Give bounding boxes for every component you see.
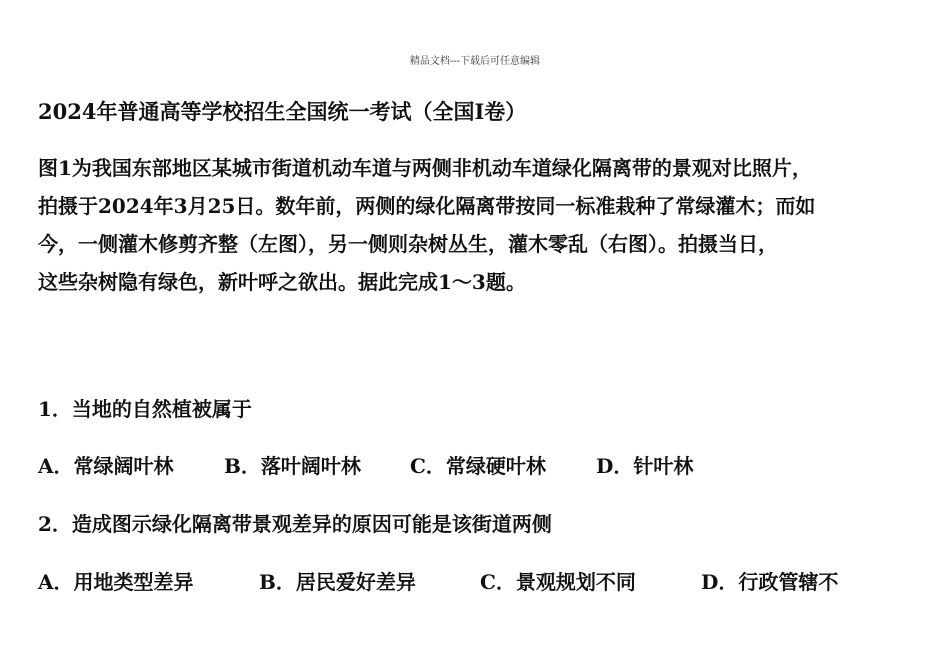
option-d: D．行政管辖不 (701, 570, 839, 594)
option-c: C．景观规划不同 (480, 570, 636, 594)
intro-line: 这些杂树隐有绿色，新叶呼之欲出。据此完成1～3题。 (38, 270, 526, 294)
option-d: D．针叶林 (596, 454, 694, 478)
option-a: A．用地类型差异 (38, 570, 194, 594)
intro-line: 今，一侧灌木修剪齐整（左图），另一侧则杂树丛生，灌木零乱（右图）。拍摄当日， (38, 232, 778, 256)
exam-title: 2024年普通高等学校招生全国统一考试（全国Ⅰ卷） (38, 99, 527, 124)
intro-line: 拍摄于2024年3月25日。数年前，两侧的绿化隔离带按同一标准栽种了常绿灌木；而如 (38, 194, 816, 218)
option-c: C．常绿硬叶林 (410, 454, 546, 478)
option-b: B．居民爱好差异 (259, 570, 416, 594)
intro-paragraph (38, 149, 943, 301)
intro-line: 图1为我国东部地区某城市街道机动车道与两侧非机动车道绿化隔离带的景观对比照片， (38, 156, 812, 180)
question-2-stem: 2．造成图示绿化隔离带景观差异的原因可能是该街道两侧 (38, 512, 552, 536)
option-b: B．落叶阔叶林 (224, 454, 361, 478)
question-2-options (38, 566, 838, 595)
question-1-stem: 1．当地的自然植被属于 (38, 397, 252, 421)
question-1-options (38, 450, 693, 479)
option-a: A．常绿阔叶林 (38, 454, 174, 478)
page-header: 精品文档---下载后可任意编辑 (409, 56, 541, 67)
